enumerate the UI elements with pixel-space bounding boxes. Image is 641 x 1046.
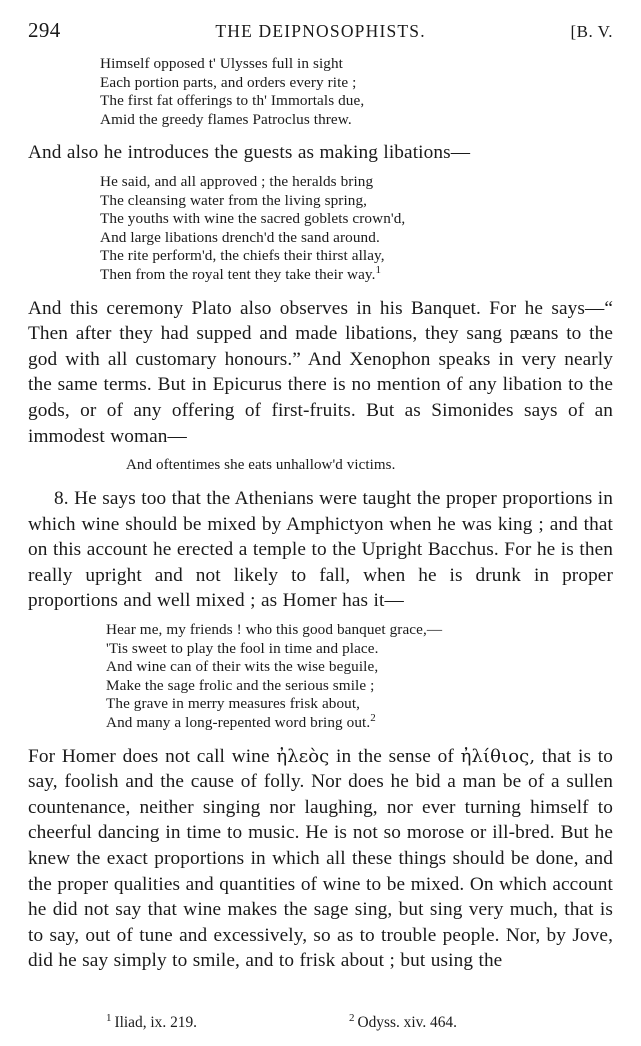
verse-line: He said, and all approved ; the heralds bring bbox=[100, 172, 374, 190]
verse-line: Himself opposed t' Ulysses full in sight bbox=[100, 55, 343, 72]
verse-block-1 bbox=[28, 55, 613, 129]
verse-block-2 bbox=[28, 173, 613, 285]
greek-word-elithios: ἠλίθιος, bbox=[460, 745, 536, 767]
footnote-1-text: Iliad, ix. 219. bbox=[114, 1014, 197, 1031]
verse-line: The grave in merry measures frisk about, bbox=[106, 695, 361, 713]
verse-line-with-note bbox=[100, 263, 613, 285]
footnote-1 bbox=[106, 1011, 197, 1032]
verse-line-text: And many a long-repented word bring out. bbox=[106, 714, 371, 732]
footnote-marker: 2 bbox=[370, 711, 376, 724]
paragraph-plato-banquet: And this ceremony Plato also observes in his Banquet. For he says—“ Then after they had supped and made libations, they sang pæans to the god with all customary honours.” And Xenophon speaks in very nearly the same terms. But in Epicurus there is no mention of any libation to the gods, or of any offering of first-fruits. But as Simonides says of an immodest woman— bbox=[28, 297, 613, 447]
verse-line: 'Tis sweet to play the fool in time and place. bbox=[106, 639, 379, 657]
footnote-2-marker: 2 bbox=[349, 1011, 355, 1024]
book-signature: [B. V. bbox=[570, 22, 613, 41]
verse-line: Each portion parts, and orders every rite ; bbox=[100, 73, 357, 91]
paragraph-homer-wine bbox=[28, 744, 613, 974]
verse-line: And large libations drench'd the sand around. bbox=[100, 228, 380, 246]
book-title: THE DEIPNOSOPHISTS. bbox=[215, 21, 426, 41]
verse-line: The cleansing water from the living spring, bbox=[100, 191, 368, 209]
verse-line: Hear me, my friends ! who this good banquet grace,— bbox=[106, 621, 443, 639]
page-number: 294 bbox=[28, 18, 61, 42]
verse-block-3 bbox=[28, 456, 613, 475]
verse-line: Amid the greedy flames Patroclus threw. bbox=[100, 110, 352, 128]
footnote-marker: 1 bbox=[375, 263, 382, 276]
para4-seg2: in the sense of bbox=[329, 745, 461, 767]
verse-line: The first fat offerings to th' Immortals due, bbox=[100, 92, 365, 110]
footnote-1-marker: 1 bbox=[106, 1011, 112, 1024]
verse-line: Make the sage frolic and the serious smile ; bbox=[106, 676, 375, 694]
verse-block-4 bbox=[28, 621, 613, 733]
verse-line-text: Then from the royal tent they take their way. bbox=[100, 265, 376, 283]
paragraph-libations-intro: And also he introduces the guests as making libations— bbox=[28, 142, 471, 164]
para4-seg3: that is to say, foolish and the cause of folly. Nor does he bid a man be of a sullen countenance, neither singing nor laughing, nor ever turning himself to cheerful dancing in time to music. He is not so morose or ill-bred. But he knew the exact proportions in which all these things should be done, and the proper qualities and quantities of wine to be mixed. On which account he did not say that wine makes the sage sing, but sing very much, that is to say, out of tune and excessively, so as to trouble people. Nor, by Jove, did he say simply to smile, and to frisk about ; but using the bbox=[28, 745, 613, 972]
paragraph-section-8: 8. He says too that the Athenians were taught the proper proportions in which wine should be mixed by Amphictyon when he was king ; and that on this account he erected a temple to the Upright Bacchus. For he is then really upright and not likely to fall, when he is drunk in proper proportions and well mixed ; as Homer has it— bbox=[28, 488, 613, 612]
verse-line: And oftentimes she eats unhallow'd victims. bbox=[126, 457, 396, 474]
footnote-2 bbox=[349, 1011, 457, 1032]
running-head bbox=[28, 18, 613, 43]
footnote-2-text: Odyss. xiv. 464. bbox=[357, 1014, 457, 1031]
para4-seg1: For Homer does not call wine bbox=[28, 745, 277, 767]
verse-line: And wine can of their wits the wise beguile, bbox=[106, 658, 379, 676]
verse-line: The youths with wine the sacred goblets crown'd, bbox=[100, 210, 406, 228]
verse-line-with-note bbox=[106, 711, 613, 733]
verse-line: The rite perform'd, the chiefs their thirst allay, bbox=[100, 247, 385, 265]
footnotes bbox=[28, 1011, 613, 1032]
greek-word-eleos: ἠλεὸς bbox=[276, 745, 330, 767]
